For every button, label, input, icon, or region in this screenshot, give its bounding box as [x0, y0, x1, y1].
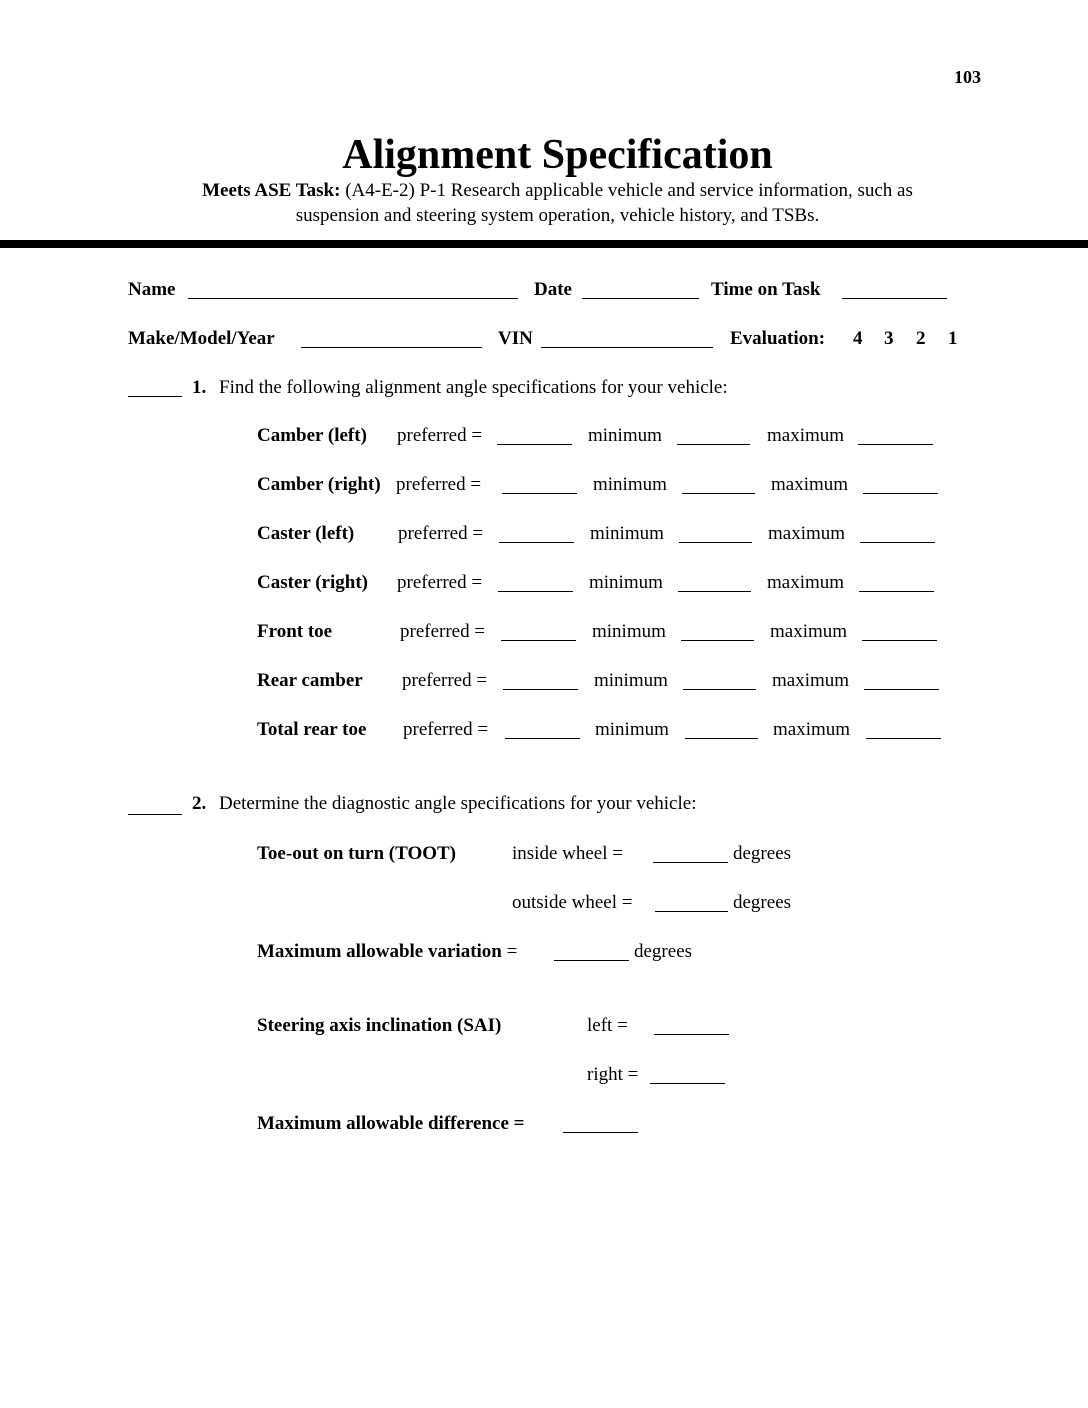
time-on-task-label: Time on Task [711, 279, 821, 300]
sai-left-field[interactable] [654, 1034, 729, 1035]
outside-wheel-label: outside wheel = [512, 892, 633, 913]
ase-task-line-1 [0, 179, 1088, 203]
max-difference-label: Maximum allowable difference [257, 1113, 509, 1134]
inside-wheel-field[interactable] [653, 862, 728, 863]
maximum-field[interactable] [858, 444, 933, 445]
spec-row-label: Caster (left) [257, 523, 355, 544]
ase-task-text: (A4-E-2) P-1 Research applicable vehicle and service information, such as [340, 180, 913, 201]
time-on-task-field[interactable] [842, 298, 947, 299]
page-number: 103 [954, 67, 981, 87]
vin-label: VIN [498, 328, 533, 349]
minimum-label: minimum [589, 572, 663, 593]
maximum-label: maximum [770, 621, 848, 642]
max-difference-line [257, 1112, 524, 1136]
maximum-label: maximum [767, 425, 845, 446]
minimum-label: minimum [588, 425, 662, 446]
preferred-field[interactable] [501, 640, 576, 641]
spec-row-label: Front toe [257, 621, 333, 642]
equals: = [513, 1113, 525, 1134]
spec-row-label: Rear camber [257, 670, 363, 691]
sai-right-field[interactable] [650, 1083, 725, 1084]
maximum-field[interactable] [866, 738, 941, 739]
minimum-label: minimum [594, 670, 668, 691]
maximum-field[interactable] [860, 542, 935, 543]
sai-right-label: right = [587, 1064, 639, 1085]
maximum-label: maximum [772, 670, 850, 691]
degrees-label: degrees [733, 892, 792, 913]
max-variation-line [257, 940, 517, 964]
spec-row-label: Caster (right) [257, 572, 368, 593]
maximum-label: maximum [768, 523, 846, 544]
q1-text: Find the following alignment angle specifications for your vehicle: [219, 377, 728, 398]
minimum-label: minimum [592, 621, 666, 642]
maximum-field[interactable] [859, 591, 934, 592]
q2-number: 2. [192, 793, 207, 814]
minimum-label: minimum [595, 719, 669, 740]
preferred-label: preferred = [397, 572, 483, 593]
degrees-label: degrees [634, 941, 693, 962]
preferred-field[interactable] [505, 738, 580, 739]
preferred-label: preferred = [397, 425, 483, 446]
max-variation-field[interactable] [554, 960, 629, 961]
evaluation-label: Evaluation: [730, 328, 826, 349]
maximum-label: maximum [771, 474, 849, 495]
evaluation-score-3[interactable]: 3 [884, 328, 894, 349]
q1-number: 1. [192, 377, 207, 398]
spec-row-label: Total rear toe [257, 719, 367, 740]
inside-wheel-label: inside wheel = [512, 843, 623, 864]
preferred-label: preferred = [402, 670, 488, 691]
preferred-label: preferred = [398, 523, 484, 544]
evaluation-score-2[interactable]: 2 [916, 328, 926, 349]
make-model-year-label: Make/Model/Year [128, 328, 275, 349]
ase-task-line-2: suspension and steering system operation, vehicle history, and TSBs. [295, 205, 820, 226]
degrees-label: degrees [733, 843, 792, 864]
ase-task-label: Meets ASE Task: [202, 180, 341, 201]
preferred-field[interactable] [503, 689, 578, 690]
sai-label: Steering axis inclination (SAI) [257, 1015, 502, 1036]
preferred-field[interactable] [499, 542, 574, 543]
preferred-field[interactable] [502, 493, 577, 494]
preferred-field[interactable] [497, 444, 572, 445]
spec-row-label: Camber (left) [257, 425, 367, 446]
max-variation-label: Maximum allowable variation [257, 941, 502, 962]
toot-label: Toe-out on turn (TOOT) [257, 843, 457, 864]
evaluation-score-1[interactable]: 1 [948, 328, 958, 349]
minimum-field[interactable] [685, 738, 758, 739]
minimum-label: minimum [590, 523, 664, 544]
maximum-label: maximum [767, 572, 845, 593]
maximum-label: maximum [773, 719, 851, 740]
minimum-label: minimum [593, 474, 667, 495]
q2-text: Determine the diagnostic angle specifications for your vehicle: [219, 793, 697, 814]
page-title: Alignment Specification [342, 132, 773, 178]
divider [0, 240, 1088, 248]
maximum-field[interactable] [864, 689, 939, 690]
make-model-year-field[interactable] [301, 347, 482, 348]
name-field[interactable] [188, 298, 518, 299]
minimum-field[interactable] [681, 640, 754, 641]
minimum-field[interactable] [678, 591, 751, 592]
minimum-field[interactable] [683, 689, 756, 690]
name-label: Name [128, 279, 176, 300]
spec-row-label: Camber (right) [257, 474, 381, 495]
evaluation-score-4[interactable]: 4 [853, 328, 863, 349]
preferred-field[interactable] [498, 591, 573, 592]
vin-field[interactable] [541, 347, 713, 348]
maximum-field[interactable] [863, 493, 938, 494]
preferred-label: preferred = [396, 474, 482, 495]
maximum-field[interactable] [862, 640, 937, 641]
minimum-field[interactable] [679, 542, 752, 543]
outside-wheel-field[interactable] [655, 911, 728, 912]
minimum-field[interactable] [682, 493, 755, 494]
preferred-label: preferred = [403, 719, 489, 740]
date-field[interactable] [582, 298, 699, 299]
preferred-label: preferred = [400, 621, 486, 642]
q1-check-field[interactable] [128, 396, 182, 397]
q2-check-field[interactable] [128, 814, 182, 815]
date-label: Date [534, 279, 572, 300]
minimum-field[interactable] [677, 444, 750, 445]
equals: = [506, 941, 518, 962]
max-difference-field[interactable] [563, 1132, 638, 1133]
sai-left-label: left = [587, 1015, 628, 1036]
